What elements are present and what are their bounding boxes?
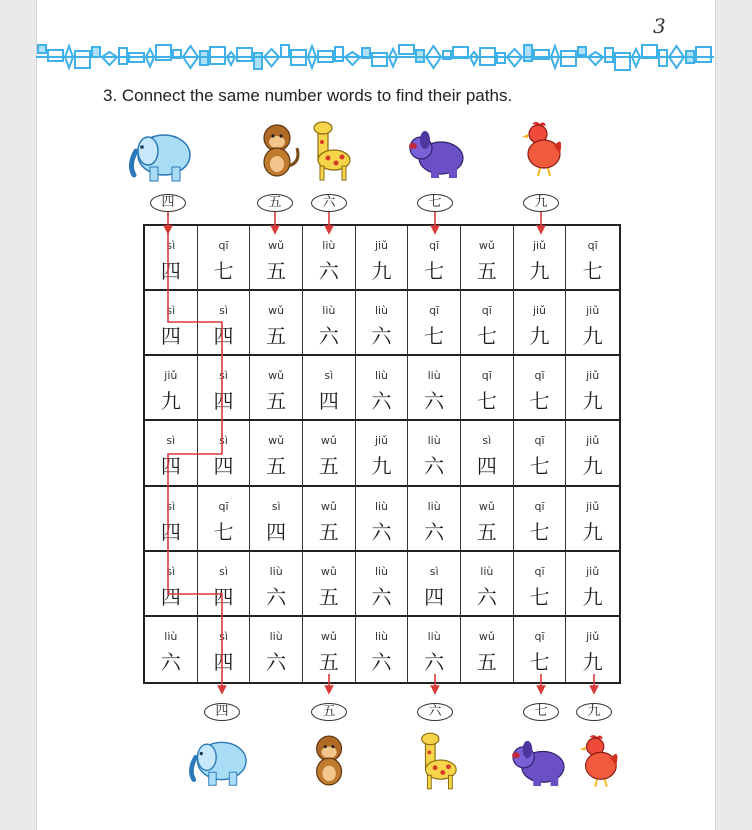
grid-cell	[145, 356, 198, 421]
cell-hanzi: 五	[318, 454, 339, 479]
grid-cell	[356, 356, 409, 421]
cell-hanzi: 六	[371, 324, 392, 349]
cell-pinyin: jiǔ	[532, 304, 547, 318]
cell-hanzi: 九	[582, 519, 603, 544]
cell-pinyin: sì	[166, 434, 176, 448]
number-word-grid	[143, 224, 621, 684]
cell-hanzi: 五	[476, 649, 497, 674]
cell-hanzi: 六	[424, 454, 445, 479]
cell-pinyin: liù	[480, 564, 494, 578]
cell-pinyin: sì	[482, 434, 492, 448]
cell-hanzi: 四	[476, 454, 497, 479]
top-label-monkey: 五	[257, 194, 293, 212]
cell-pinyin: qī	[534, 564, 545, 578]
grid-cell	[461, 617, 514, 682]
grid-cell	[145, 226, 198, 291]
grid-cell	[514, 552, 567, 617]
bottom-label-wu: 五	[311, 703, 347, 721]
cell-pinyin: sì	[219, 304, 228, 318]
dog-icon	[405, 128, 469, 180]
grid-cell	[461, 291, 514, 356]
cell-pinyin: jiǔ	[586, 369, 600, 383]
grid-cell	[356, 487, 409, 552]
cell-pinyin: sì	[324, 369, 334, 383]
cell-pinyin: jiǔ	[374, 434, 389, 448]
cell-pinyin: wǔ	[320, 564, 337, 578]
grid-cell	[408, 356, 461, 421]
top-label-rooster: 九	[523, 194, 559, 212]
cell-hanzi: 七	[424, 324, 445, 349]
cell-hanzi: 五	[266, 454, 287, 479]
cell-pinyin: qī	[481, 369, 492, 383]
cell-hanzi: 九	[371, 454, 392, 479]
cell-hanzi: 四	[318, 389, 339, 414]
grid-cell	[408, 552, 461, 617]
grid-cell	[356, 552, 409, 617]
grid-cell	[303, 291, 356, 356]
cell-hanzi: 四	[160, 324, 181, 349]
rooster-icon	[518, 120, 566, 178]
cell-hanzi: 九	[582, 584, 603, 609]
grid-cell	[408, 421, 461, 486]
cell-hanzi: 六	[318, 324, 339, 349]
grid-cell	[514, 617, 567, 682]
cell-hanzi: 七	[529, 389, 550, 414]
cell-hanzi: 五	[266, 324, 287, 349]
cell-pinyin: qī	[481, 304, 492, 318]
cell-hanzi: 五	[318, 649, 339, 674]
cell-pinyin: liù	[322, 239, 336, 252]
grid-cell	[566, 226, 619, 291]
cell-pinyin: liù	[427, 629, 441, 643]
cell-pinyin: liù	[374, 629, 389, 643]
cell-pinyin: jiǔ	[164, 369, 178, 383]
grid-cell	[145, 291, 198, 356]
exercise-instruction: 3. Connect the same number words to find their paths.	[103, 86, 513, 105]
cell-pinyin: wǔ	[268, 434, 285, 448]
cell-hanzi: 六	[266, 584, 287, 609]
cell-hanzi: 五	[266, 259, 287, 283]
cell-pinyin: jiǔ	[374, 239, 389, 252]
grid-cell	[198, 421, 251, 486]
cell-hanzi: 七	[476, 324, 497, 349]
cell-pinyin: jiǔ	[532, 239, 547, 252]
cell-pinyin: sì	[166, 499, 176, 513]
grid-cell	[356, 421, 409, 486]
cell-pinyin: liù	[374, 304, 389, 318]
grid-cell	[356, 291, 409, 356]
grid-cell	[145, 617, 198, 682]
elephant-icon	[184, 733, 254, 789]
cell-hanzi: 六	[266, 649, 287, 674]
cell-hanzi: 九	[529, 324, 550, 349]
grid-cell	[514, 226, 567, 291]
cell-hanzi: 七	[529, 519, 550, 544]
cell-hanzi: 七	[476, 389, 497, 414]
grid-cell	[566, 421, 619, 486]
grid-cell	[303, 226, 356, 291]
grid-cell	[198, 226, 251, 291]
grid-cell	[303, 552, 356, 617]
dog-icon	[508, 738, 570, 788]
cell-pinyin: sì	[219, 434, 228, 448]
cell-hanzi: 五	[318, 584, 339, 609]
cell-pinyin: qī	[534, 499, 545, 513]
grid-cell	[408, 291, 461, 356]
grid-cell	[566, 552, 619, 617]
cell-hanzi: 五	[318, 519, 339, 544]
cell-pinyin: qī	[429, 239, 440, 252]
cell-pinyin: qī	[587, 239, 598, 252]
cell-hanzi: 四	[213, 454, 234, 479]
grid-cell	[145, 487, 198, 552]
grid-cell	[250, 617, 303, 682]
cell-hanzi: 四	[160, 519, 181, 544]
cell-pinyin: wǔ	[320, 629, 337, 643]
grid-cell	[303, 487, 356, 552]
cell-pinyin: liù	[269, 564, 283, 578]
grid-cell	[566, 617, 619, 682]
cell-pinyin: wǔ	[268, 239, 285, 252]
cell-pinyin: sì	[271, 499, 281, 513]
cell-pinyin: liù	[322, 304, 336, 318]
cell-hanzi: 六	[476, 584, 497, 609]
cell-hanzi: 九	[160, 389, 181, 414]
cell-pinyin: sì	[166, 239, 176, 252]
cell-hanzi: 六	[371, 649, 392, 674]
grid-cell	[566, 356, 619, 421]
cell-hanzi: 九	[582, 389, 603, 414]
cell-pinyin: wǔ	[320, 434, 337, 448]
cell-pinyin: qī	[534, 629, 545, 643]
grid-cell	[408, 226, 461, 291]
grid-cell	[250, 421, 303, 486]
cell-hanzi: 七	[213, 519, 234, 544]
cell-hanzi: 九	[582, 649, 603, 674]
cell-hanzi: 四	[213, 649, 234, 674]
grid-cell	[303, 421, 356, 486]
cell-pinyin: sì	[219, 629, 228, 643]
cell-hanzi: 九	[582, 324, 603, 349]
cell-pinyin: liù	[164, 629, 178, 643]
grid-cell	[198, 291, 251, 356]
cell-hanzi: 七	[213, 259, 234, 283]
cell-pinyin: sì	[219, 564, 228, 578]
cell-hanzi: 六	[424, 649, 445, 674]
cell-hanzi: 四	[160, 454, 181, 479]
grid-cell	[461, 421, 514, 486]
elephant-icon	[126, 125, 196, 185]
cell-pinyin: qī	[534, 369, 545, 383]
top-label-dog: 七	[417, 194, 453, 212]
grid-cell	[356, 226, 409, 291]
giraffe-icon	[306, 120, 354, 182]
cell-pinyin: qī	[429, 304, 440, 318]
cell-hanzi: 六	[318, 259, 339, 283]
grid-cell	[514, 356, 567, 421]
grid-cell	[566, 291, 619, 356]
page-number: 3	[653, 14, 666, 38]
cell-hanzi: 九	[582, 454, 603, 479]
monkey-icon	[255, 122, 303, 180]
cell-pinyin: liù	[269, 629, 283, 643]
top-label-giraffe: 六	[311, 194, 347, 212]
cell-hanzi: 四	[160, 259, 181, 283]
cell-pinyin: liù	[427, 499, 441, 513]
grid-cell	[461, 356, 514, 421]
grid-cell	[356, 617, 409, 682]
cell-pinyin: qī	[534, 434, 545, 448]
grid-cell	[514, 421, 567, 486]
cell-hanzi: 九	[371, 259, 392, 283]
cell-hanzi: 九	[529, 259, 550, 283]
cell-pinyin: wǔ	[478, 239, 495, 252]
bottom-label-liu: 六	[417, 703, 453, 721]
grid-cell	[514, 291, 567, 356]
grid-cell	[461, 552, 514, 617]
cell-pinyin: sì	[429, 564, 439, 578]
cell-pinyin: wǔ	[268, 369, 285, 383]
grid-cell	[250, 552, 303, 617]
grid-cell	[408, 617, 461, 682]
cell-pinyin: qī	[218, 239, 229, 252]
grid-cell	[250, 487, 303, 552]
cell-pinyin: jiǔ	[586, 564, 600, 578]
cell-pinyin: liù	[374, 564, 389, 578]
cell-hanzi: 七	[529, 584, 550, 609]
grid-cell	[514, 487, 567, 552]
grid-cell	[198, 617, 251, 682]
cell-hanzi: 五	[476, 519, 497, 544]
cell-pinyin: jiǔ	[586, 499, 600, 513]
top-label-elephant: 四	[150, 194, 186, 212]
cell-hanzi: 四	[213, 324, 234, 349]
grid-cell	[145, 421, 198, 486]
grid-cell	[250, 291, 303, 356]
cell-hanzi: 七	[424, 259, 445, 283]
grid-cell	[566, 487, 619, 552]
cell-hanzi: 六	[424, 519, 445, 544]
cell-hanzi: 五	[266, 389, 287, 414]
grid-cell	[145, 552, 198, 617]
grid-cell	[408, 487, 461, 552]
grid-cell	[198, 487, 251, 552]
cell-hanzi: 七	[582, 259, 603, 283]
cell-hanzi: 六	[424, 389, 445, 414]
grid-cell	[303, 617, 356, 682]
cell-hanzi: 五	[476, 259, 497, 283]
cell-pinyin: wǔ	[320, 499, 337, 513]
cell-hanzi: 六	[371, 519, 392, 544]
bottom-label-qi: 七	[523, 703, 559, 721]
cell-pinyin: liù	[374, 499, 389, 513]
cell-pinyin: wǔ	[478, 499, 495, 513]
cell-pinyin: sì	[166, 304, 176, 318]
grid-cell	[461, 226, 514, 291]
cell-pinyin: liù	[427, 434, 441, 448]
grid-cell	[303, 356, 356, 421]
cell-pinyin: liù	[427, 369, 441, 383]
grid-cell	[198, 356, 251, 421]
cell-hanzi: 六	[160, 649, 181, 674]
cell-pinyin: sì	[166, 564, 176, 578]
cell-hanzi: 七	[529, 454, 550, 479]
cell-hanzi: 六	[371, 389, 392, 414]
cell-hanzi: 六	[371, 584, 392, 609]
cell-pinyin: qī	[218, 499, 229, 513]
cell-pinyin: jiǔ	[586, 304, 600, 318]
grid-cell	[198, 552, 251, 617]
cell-hanzi: 四	[213, 389, 234, 414]
grid-cell	[461, 487, 514, 552]
cell-hanzi: 七	[529, 649, 550, 674]
cell-pinyin: liù	[374, 369, 389, 383]
grid-cell	[250, 356, 303, 421]
cell-pinyin: jiǔ	[586, 434, 600, 448]
cell-pinyin: sì	[219, 369, 228, 383]
cell-hanzi: 四	[424, 584, 445, 609]
cell-hanzi: 四	[160, 584, 181, 609]
cell-pinyin: wǔ	[268, 304, 285, 318]
grid-cell	[250, 226, 303, 291]
bottom-label-si: 四	[204, 703, 240, 721]
bottom-label-jiu: 九	[576, 703, 612, 721]
cell-pinyin: jiǔ	[586, 629, 600, 643]
rooster-icon	[576, 733, 622, 789]
cell-pinyin: wǔ	[478, 629, 495, 643]
cell-hanzi: 四	[266, 519, 287, 544]
decorative-border-strip	[36, 42, 714, 72]
monkey-icon	[308, 733, 354, 789]
cell-hanzi: 四	[213, 584, 234, 609]
giraffe-icon	[414, 731, 460, 791]
